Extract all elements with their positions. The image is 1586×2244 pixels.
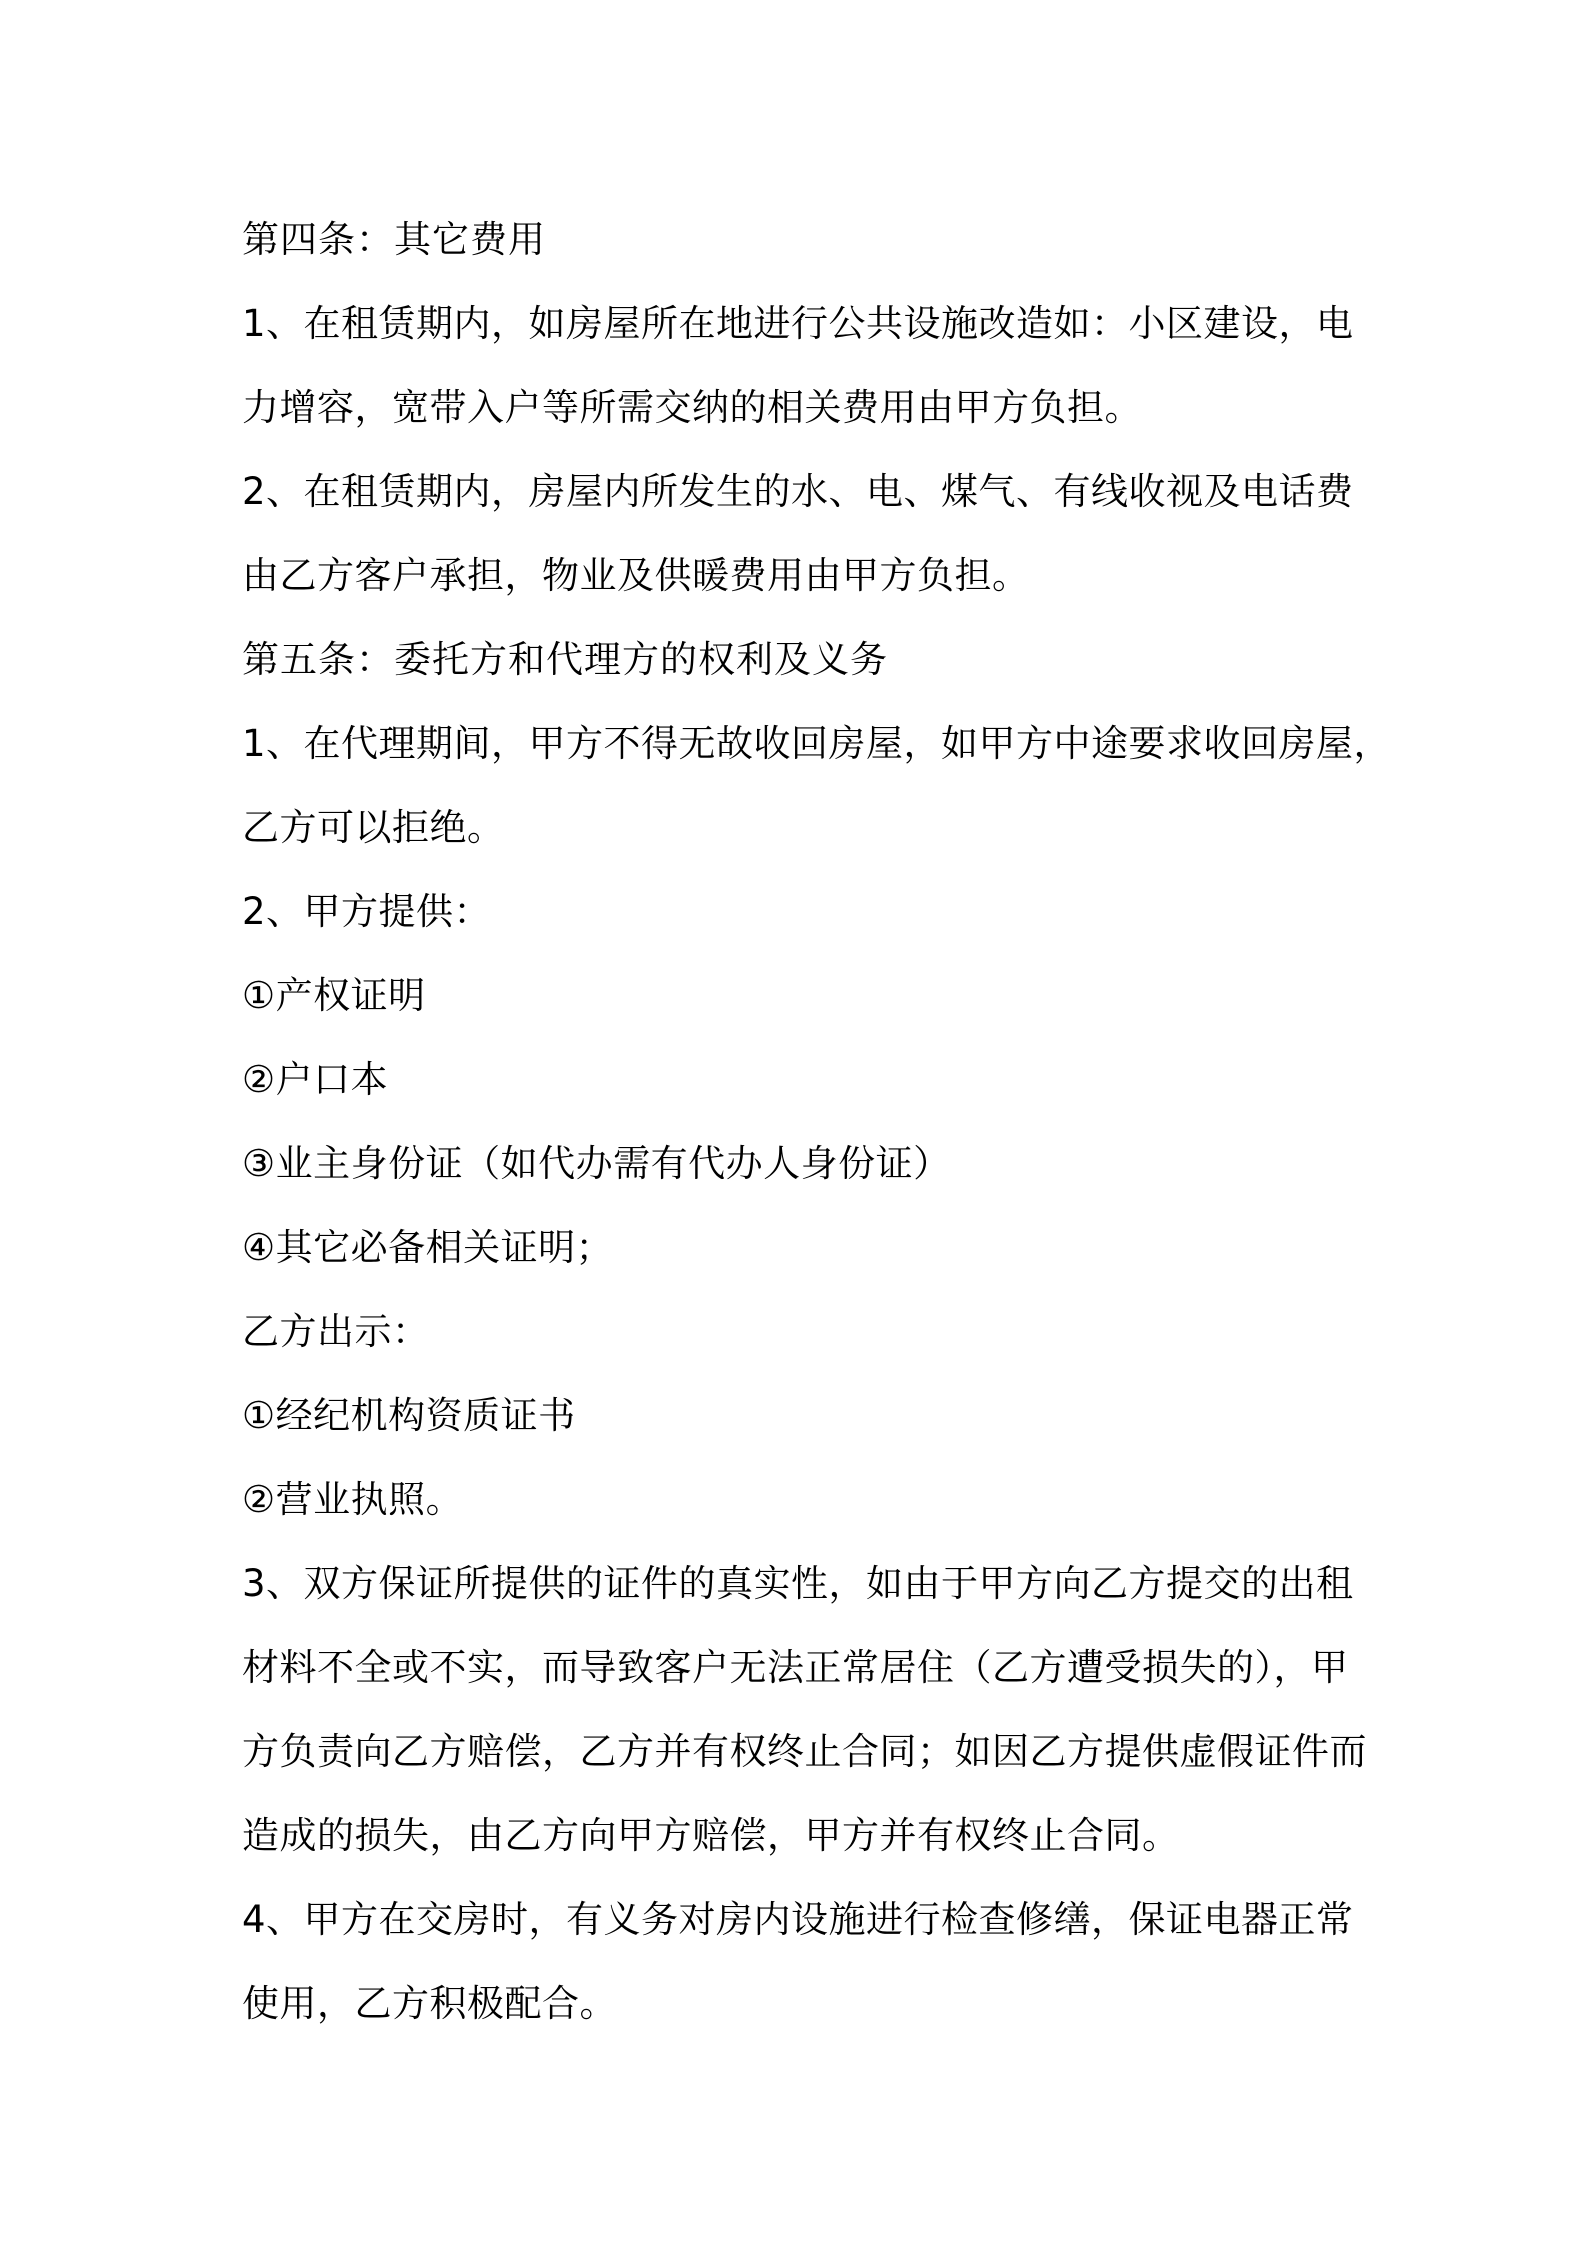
document-body: [242, 198, 1392, 2046]
party-b-heading: 乙方出示：: [242, 1310, 430, 1353]
article-4-clause-1-line-1: 1、在租赁期内，如房屋所在地进行公共设施改造如：小区建设，电: [242, 302, 1354, 345]
article-5-clause-1-line-1: 1、在代理期间，甲方不得无故收回房屋，如甲方中途要求收回房屋，: [242, 722, 1392, 765]
article-5-clause-4-line-2: 使用，乙方积极配合。: [242, 1982, 617, 2025]
party-a-item-2: ②户口本: [242, 1058, 389, 1101]
party-a-item-3: ③业主身份证（如代办需有代办人身份证）: [242, 1142, 951, 1185]
article-4-clause-1-line-2: 力增容，宽带入户等所需交纳的相关费用由甲方负担。: [242, 386, 1142, 429]
party-a-item-1: ①产权证明: [242, 974, 426, 1017]
article-5-clause-1-line-2: 乙方可以拒绝。: [242, 806, 505, 849]
article-4-clause-2-line-2: 由乙方客户承担，物业及供暖费用由甲方负担。: [242, 554, 1030, 597]
article-5-clause-3-line-2: 材料不全或不实，而导致客户无法正常居住（乙方遭受损失的），甲: [242, 1646, 1349, 1689]
article-5-clause-4-line-1: 4、甲方在交房时，有义务对房内设施进行检查修缮，保证电器正常: [242, 1898, 1354, 1941]
party-b-item-1: ①经纪机构资质证书: [242, 1394, 576, 1437]
article-5-clause-3-line-3: 方负责向乙方赔偿，乙方并有权终止合同；如因乙方提供虚假证件而: [242, 1730, 1367, 1773]
article-5-clause-2-heading: 2、甲方提供：: [242, 890, 492, 933]
party-a-item-4: ④其它必备相关证明；: [242, 1226, 614, 1269]
article-5-clause-3-line-1: 3、双方保证所提供的证件的真实性，如由于甲方向乙方提交的出租: [242, 1562, 1354, 1605]
party-b-item-2: ②营业执照。: [242, 1478, 464, 1521]
article-4-clause-2-line-1: 2、在租赁期内，房屋内所发生的水、电、煤气、有线收视及电话费: [242, 470, 1354, 513]
article-5-clause-3-line-4: 造成的损失，由乙方向甲方赔偿，甲方并有权终止合同。: [242, 1814, 1180, 1857]
article-5-heading: 第五条：委托方和代理方的权利及义务: [242, 638, 888, 681]
article-4-heading: 第四条：其它费用: [242, 218, 546, 261]
